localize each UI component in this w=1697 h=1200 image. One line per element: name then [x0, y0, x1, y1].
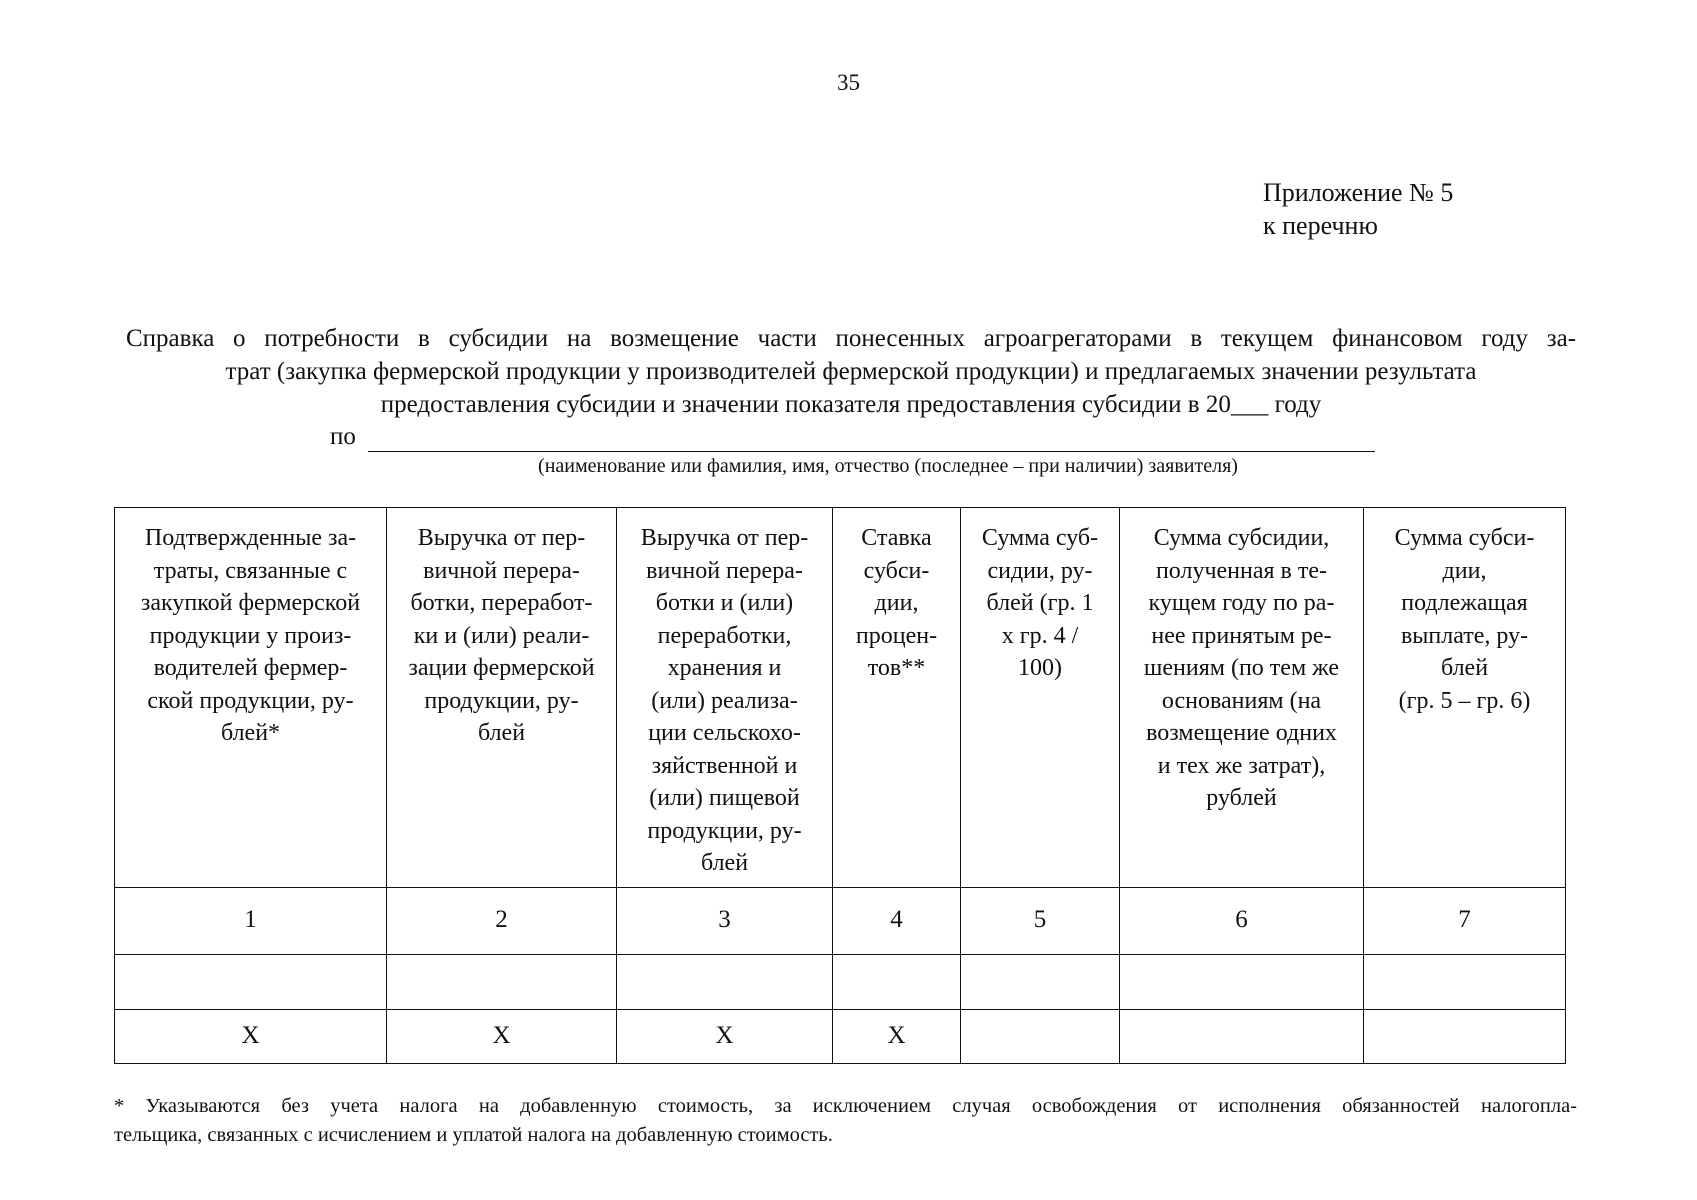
header-line: ской продукции, ру-	[147, 687, 354, 714]
header-line: ции сельскохо-	[648, 720, 801, 746]
header-line: блей (гр. 1	[986, 590, 1094, 616]
header-line: вичной перера-	[646, 557, 803, 584]
header-line: продукции, ру-	[424, 687, 579, 714]
header-line: (или) реализа-	[651, 687, 798, 714]
applicant-name-blank-line	[368, 451, 1375, 452]
header-line: х гр. 4 /	[1001, 622, 1079, 649]
header-line: тов**	[867, 655, 926, 681]
header-line: зации фермерской	[408, 655, 595, 681]
header-line: процен-	[855, 622, 938, 649]
header-line: Выручка от пер-	[640, 525, 809, 551]
header-line: дии,	[1442, 557, 1487, 584]
footnote	[114, 1092, 1577, 1150]
header-line: Ставка	[861, 525, 932, 551]
blank-cell	[961, 954, 1120, 1009]
table-row-blank	[115, 954, 1566, 1009]
column-number-cell: 3	[617, 887, 833, 954]
header-line: ботки, переработ-	[410, 590, 593, 616]
header-cell-subsidy-received	[1120, 508, 1364, 888]
table-header-row	[115, 508, 1566, 888]
header-line: переработки,	[657, 622, 792, 649]
x-mark-cell: Х	[387, 1009, 617, 1063]
header-line: дии,	[874, 590, 919, 616]
header-line: возмещение одних	[1146, 720, 1337, 746]
x-mark-cell: Х	[617, 1009, 833, 1063]
header-line: блей	[1440, 655, 1489, 681]
applicant-prefix: по	[330, 423, 356, 450]
header-line: шениям (по тем же	[1143, 655, 1340, 681]
column-number-cell: 7	[1364, 887, 1566, 954]
header-line: и тех же затрат),	[1157, 752, 1326, 779]
empty-cell	[1120, 1009, 1364, 1063]
header-line: 100)	[1018, 655, 1062, 681]
blank-cell	[1120, 954, 1364, 1009]
header-line: Подтвержденные за-	[144, 525, 357, 551]
page-number: 35	[837, 70, 860, 95]
header-line: Сумма субсидии,	[1153, 525, 1330, 551]
header-cell-subsidy-payable	[1364, 508, 1566, 888]
header-cell-revenue-agri-food-products	[617, 508, 833, 888]
blank-cell	[1364, 954, 1566, 1009]
column-number-cell: 6	[1120, 887, 1364, 954]
header-line: рублей	[1206, 785, 1277, 811]
header-cell-subsidy-amount	[961, 508, 1120, 888]
header-line: (гр. 5 – гр. 6)	[1398, 687, 1531, 714]
blank-cell	[833, 954, 961, 1009]
footnote-line-1: * Указываются без учета налога на добавленную стоимость, за исключением случая освобождения от исполнения обязанностей налогопла-	[114, 1095, 1577, 1117]
blank-cell	[115, 954, 387, 1009]
table-row-x-marks	[115, 1009, 1566, 1063]
header-line: ки и (или) реали-	[413, 622, 590, 649]
header-line: подлежащая	[1401, 590, 1528, 616]
header-line: кущем году по ра-	[1148, 590, 1335, 616]
header-cell-confirmed-costs	[115, 508, 387, 888]
header-line: блей	[700, 850, 749, 876]
document-title	[126, 322, 1576, 421]
header-line: (или) пищевой	[649, 785, 800, 811]
header-cell-revenue-farm-products	[387, 508, 617, 888]
header-line: Сумма суб-	[981, 525, 1099, 551]
header-line: Сумма субси-	[1394, 525, 1535, 551]
header-line: блей	[477, 720, 526, 746]
header-line: Выручка от пер-	[417, 525, 586, 551]
header-line: закупкой фермерской	[140, 590, 361, 616]
header-line: продукции, ру-	[647, 817, 802, 844]
x-mark-cell: Х	[115, 1009, 387, 1063]
blank-cell	[387, 954, 617, 1009]
appendix-line-2: к перечню	[1263, 211, 1378, 240]
title-line-2: трат (закупка фермерской продукции у производителей фермерской продукции) и предлагаемых значении результата	[225, 358, 1477, 385]
x-mark-cell: Х	[833, 1009, 961, 1063]
appendix-line-1: Приложение № 5	[1263, 178, 1454, 207]
header-line: зяйственной и	[651, 752, 798, 779]
appendix-reference	[1263, 176, 1453, 242]
empty-cell	[1364, 1009, 1566, 1063]
column-number-cell: 4	[833, 887, 961, 954]
column-number-cell: 1	[115, 887, 387, 954]
header-cell-subsidy-rate	[833, 508, 961, 888]
header-line: нее принятым ре-	[1151, 622, 1332, 649]
title-line-1: Справка о потребности в субсидии на возмещение части понесенных агроагрегаторами в текущем финансовом году за-	[126, 325, 1576, 352]
header-line: ботки и (или)	[655, 590, 794, 616]
header-line: хранения и	[667, 655, 782, 681]
subsidy-table	[114, 507, 1566, 1064]
header-line: полученная в те-	[1155, 557, 1328, 584]
column-number-row	[115, 887, 1566, 954]
header-line: субси-	[863, 557, 930, 584]
header-line: основаниям (на	[1161, 687, 1322, 714]
blank-cell	[617, 954, 833, 1009]
header-line: продукции у произ-	[149, 622, 352, 649]
column-number-cell: 2	[387, 887, 617, 954]
column-number-cell: 5	[961, 887, 1120, 954]
applicant-caption: (наименование или фамилия, имя, отчество (последнее – при наличии) заявителя)	[538, 455, 1238, 477]
header-line: блей*	[220, 720, 281, 746]
header-line: выплате, ру-	[1400, 622, 1529, 649]
header-line: траты, связанные с	[153, 557, 348, 584]
footnote-line-2: тельщика, связанных с исчислением и уплатой налога на добавленную стоимость.	[114, 1124, 833, 1146]
header-line: вичной перера-	[423, 557, 580, 584]
header-line: водителей фермер-	[153, 655, 348, 681]
empty-cell	[961, 1009, 1120, 1063]
title-line-3: предоставления субсидии и значении показателя предоставления субсидии в 20___ году	[380, 391, 1322, 418]
header-line: сидии, ру-	[987, 557, 1093, 584]
